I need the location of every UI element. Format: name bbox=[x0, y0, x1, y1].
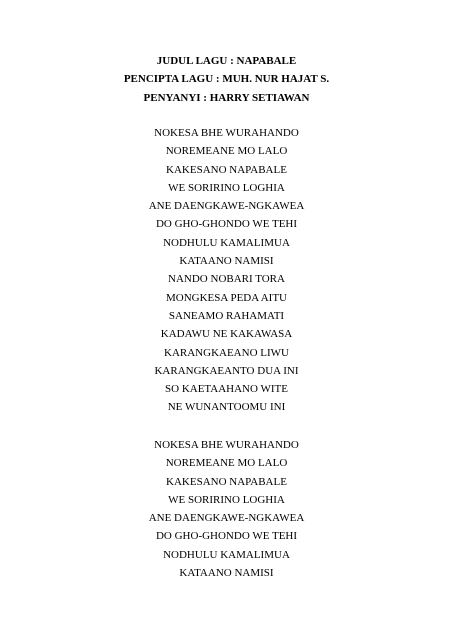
lyric-line: NOREMEANE MO LALO bbox=[165, 457, 288, 470]
lyric-line: NOKESA BHE WURAHANDO bbox=[154, 439, 299, 451]
lyric-line: NOKESA BHE WURAHANDO bbox=[154, 127, 299, 139]
song-title: JUDUL LAGU : NAPABALE bbox=[156, 55, 297, 67]
lyric-line: KATAANO NAMISI bbox=[179, 567, 274, 580]
song-singer: PENYANYI : HARRY SETIAWAN bbox=[143, 91, 310, 104]
lyric-line: KARANGKAEANTO DUA INI bbox=[154, 364, 299, 377]
lyrics-verse-2 bbox=[0, 436, 453, 582]
lyric-line: ANE DAENGKAWE-NGKAWEA bbox=[148, 512, 305, 525]
lyric-line: ANE DAENGKAWE-NGKAWEA bbox=[148, 200, 305, 213]
lyrics-verse-1 bbox=[0, 124, 453, 417]
song-composer: PENCIPTA LAGU : MUH. NUR HAJAT S. bbox=[123, 73, 330, 86]
lyric-line: NANDO NOBARI TORA bbox=[168, 273, 285, 286]
lyric-line: NODHULU KAMALIMUA bbox=[163, 236, 290, 249]
song-header bbox=[0, 52, 453, 107]
lyric-line: DO GHO-GHONDO WE TEHI bbox=[155, 530, 298, 543]
lyric-line: KAKESANO NAPABALE bbox=[166, 475, 287, 488]
lyric-line: KATAANO NAMISI bbox=[179, 255, 274, 268]
lyric-line: WE SORIRINO LOGHIA bbox=[168, 181, 285, 194]
lyric-line: NOREMEANE MO LALO bbox=[165, 145, 288, 158]
lyric-line: WE SORIRINO LOGHIA bbox=[168, 493, 285, 506]
lyric-line: SO KAETAAHANO WITE bbox=[165, 383, 288, 396]
lyric-line: NE WUNANTOOMU INI bbox=[167, 401, 286, 414]
lyric-line: KAKESANO NAPABALE bbox=[166, 163, 287, 176]
lyric-line: KADAWU NE KAKAWASA bbox=[160, 328, 293, 341]
lyric-line: MONGKESA PEDA AITU bbox=[165, 291, 287, 304]
lyric-line: DO GHO-GHONDO WE TEHI bbox=[155, 218, 298, 231]
lyric-line: KARANGKAEANO LIWU bbox=[164, 346, 289, 359]
lyric-line: NODHULU KAMALIMUA bbox=[163, 548, 290, 561]
lyric-line: SANEAMO RAHAMATI bbox=[168, 309, 285, 322]
